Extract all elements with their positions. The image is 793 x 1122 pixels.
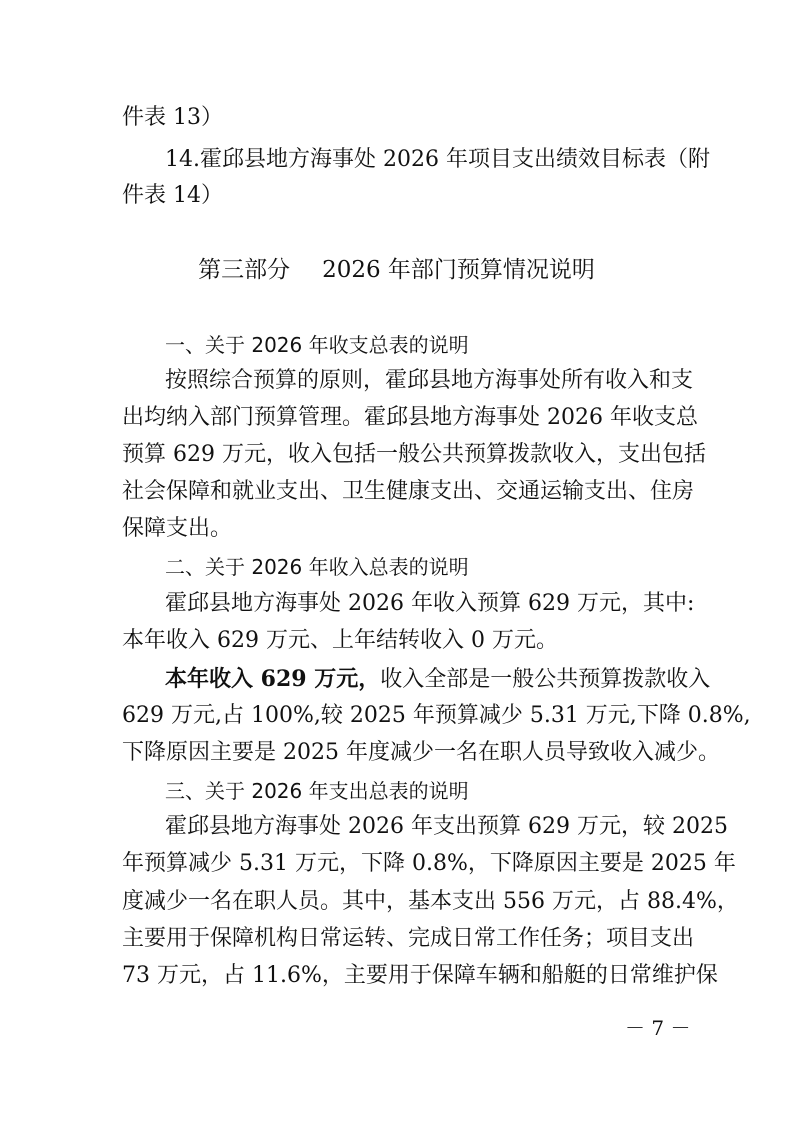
text-line: 件表 14） xyxy=(122,183,223,208)
text-line: 本年收入 629 万元、上年结转收入 0 万元。 xyxy=(122,628,558,653)
part-title xyxy=(0,255,793,285)
text-line: 年预算减少 5.31 万元，下降 0.8%，下降原因主要是 2025 年 xyxy=(122,851,736,876)
text-line: 629 万元,占 100%,较 2025 年预算减少 5.31 万元,下降 0.8%, xyxy=(122,703,751,728)
text-line: 霍邱县地方海事处 2026 年支出预算 629 万元，较 2025 xyxy=(165,814,728,839)
text-line xyxy=(165,664,711,695)
text-line: 14.霍邱县地方海事处 2026 年项目支出绩效目标表（附 xyxy=(165,147,710,172)
text-line: 社会保障和就业支出、卫生健康支出、交通运输支出、住房 xyxy=(122,479,695,504)
text-line: 度减少一名在职人员。其中，基本支出 556 万元，占 88.4%， xyxy=(122,889,739,914)
part-title-text: 2026 年部门预算情况说明 xyxy=(322,257,595,283)
text-line: 预算 629 万元，收入包括一般公共预算拨款收入，支出包括 xyxy=(122,442,706,467)
text-line: 按照综合预算的原则，霍邱县地方海事处所有收入和支 xyxy=(165,368,694,393)
text-line: 件表 13） xyxy=(122,105,223,130)
part-title-label: 第三部分 xyxy=(198,257,291,283)
section-heading-2: 二、关于 2026 年收入总表的说明 xyxy=(165,555,469,579)
section-heading-3: 三、关于 2026 年支出总表的说明 xyxy=(165,779,469,803)
text-line: 霍邱县地方海事处 2026 年收入预算 629 万元，其中: xyxy=(165,591,695,616)
page-number: － 7 － xyxy=(625,1016,691,1040)
bold-lead-text: 本年收入 629 万元， xyxy=(165,666,381,692)
text-line: 下降原因主要是 2025 年度减少一名在职人员导致收入减少。 xyxy=(122,740,720,765)
text-line: 保障支出。 xyxy=(122,516,233,541)
section-heading-1: 一、关于 2026 年收支总表的说明 xyxy=(165,333,469,357)
text-line: 主要用于保障机构日常运转、完成日常工作任务；项目支出 xyxy=(122,926,695,951)
text-line: 73 万元，占 11.6%，主要用于保障车辆和船艇的日常维护保 xyxy=(122,963,718,988)
text-span: 收入全部是一般公共预算拨款收入 xyxy=(380,667,711,692)
text-line: 出均纳入部门预算管理。霍邱县地方海事处 2026 年收支总 xyxy=(122,405,698,430)
